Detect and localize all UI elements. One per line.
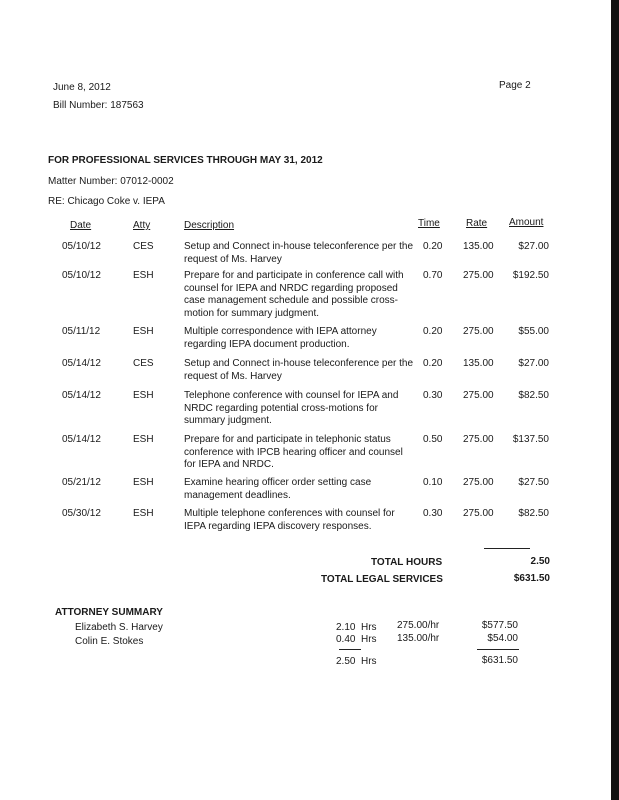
entry-atty: ESH: [133, 434, 154, 445]
entry-amount: $82.50: [518, 390, 549, 401]
entry-amount: $192.50: [512, 270, 549, 281]
entry-date: 05/30/12: [62, 508, 101, 519]
col-header-amount: Amount: [509, 217, 544, 228]
entry-atty: ESH: [133, 270, 154, 281]
summary-amount: $577.50: [481, 620, 518, 631]
entry-atty: CES: [133, 241, 154, 252]
col-header-time: Time: [418, 218, 440, 229]
entry-rate: 275.00: [463, 390, 494, 401]
summary-hours-rule: [339, 649, 361, 650]
attorney-summary-title: ATTORNEY SUMMARY: [55, 607, 163, 618]
entry-rate: 275.00: [463, 434, 494, 445]
entry-time: 0.50: [423, 434, 443, 445]
summary-total-hours: 2.50: [336, 656, 356, 667]
entry-date: 05/10/12: [62, 241, 101, 252]
total-hours-value: 2.50: [530, 556, 550, 567]
entry-date: 05/14/12: [62, 358, 101, 369]
re-line: RE: Chicago Coke v. IEPA: [48, 196, 165, 207]
matter-number: Matter Number: 07012-0002: [48, 176, 174, 187]
entry-time: 0.10: [423, 477, 443, 488]
col-header-rate: Rate: [466, 218, 488, 229]
col-header-atty: Atty: [133, 220, 151, 231]
entry-atty: ESH: [133, 390, 154, 401]
summary-rate: 135.00/hr: [397, 633, 440, 644]
entry-amount: $82.50: [518, 508, 549, 519]
entry-time: 0.20: [423, 326, 443, 337]
entry-time: 0.30: [423, 390, 443, 401]
entry-rate: 135.00: [463, 358, 494, 369]
entry-date: 05/21/12: [62, 477, 101, 488]
summary-hours-unit: Hrs: [361, 622, 377, 633]
summary-attorney-name: Colin E. Stokes: [75, 636, 144, 647]
entry-amount: $137.50: [512, 434, 549, 445]
entry-description: Telephone conference with counsel for IEPA and NRDC regarding potential cross-motions for summary judgment.: [184, 390, 399, 426]
summary-hours-unit: Hrs: [361, 634, 377, 645]
bill-number: Bill Number: 187563: [53, 100, 144, 111]
totals-rule: [484, 548, 530, 549]
entry-date: 05/14/12: [62, 434, 101, 445]
entry-rate: 275.00: [463, 508, 494, 519]
summary-hours: 0.40: [336, 634, 356, 645]
entry-rate: 275.00: [463, 270, 494, 281]
total-hours-label: TOTAL HOURS: [371, 557, 443, 568]
summary-total-amount: $631.50: [481, 655, 518, 666]
entry-description: Examine hearing officer order setting case management deadlines.: [184, 477, 372, 501]
entry-amount: $27.50: [518, 477, 549, 488]
summary-amount-rule: [477, 649, 519, 650]
entry-description: Multiple telephone conferences with counsel for IEPA regarding IEPA discovery responses.: [184, 508, 395, 532]
entry-rate: 135.00: [463, 241, 494, 252]
entry-atty: ESH: [133, 326, 154, 337]
entry-date: 05/14/12: [62, 390, 101, 401]
entry-rate: 275.00: [463, 326, 494, 337]
total-legal-services-value: $631.50: [513, 573, 550, 584]
entry-amount: $55.00: [518, 326, 549, 337]
scan-edge-border: [611, 0, 619, 800]
entry-date: 05/10/12: [62, 270, 101, 281]
entry-time: 0.30: [423, 508, 443, 519]
page-number: Page 2: [499, 80, 531, 91]
entry-date: 05/11/12: [62, 326, 101, 337]
entry-atty: CES: [133, 358, 154, 369]
summary-rate: 275.00/hr: [397, 620, 440, 631]
summary-hours: 2.10: [336, 622, 356, 633]
col-header-description: Description: [184, 220, 235, 231]
col-header-date: Date: [70, 220, 92, 231]
entry-rate: 275.00: [463, 477, 494, 488]
entry-description: Setup and Connect in-house teleconference per the request of Ms. Harvey: [184, 241, 414, 265]
entry-description: Prepare for and participate in conference call with counsel for IEPA and NRDC regarding proposed case management schedule and possible cross-motion for summary judgment.: [184, 270, 404, 319]
section-title: FOR PROFESSIONAL SERVICES THROUGH MAY 31, 2012: [48, 155, 323, 166]
entry-description: Setup and Connect in-house teleconference per the request of Ms. Harvey: [184, 358, 414, 382]
entry-time: 0.70: [423, 270, 443, 281]
entry-time: 0.20: [423, 358, 443, 369]
total-legal-services-label: TOTAL LEGAL SERVICES: [321, 574, 443, 585]
entry-description: Prepare for and participate in telephonic status conference with IPCB hearing officer and counsel for IEPA and NRDC.: [184, 434, 403, 470]
entry-amount: $27.00: [518, 358, 549, 369]
summary-total-unit: Hrs: [361, 656, 377, 667]
entry-amount: $27.00: [518, 241, 549, 252]
invoice-date: June 8, 2012: [53, 82, 111, 93]
summary-amount: $54.00: [487, 633, 518, 644]
entry-description: Multiple correspondence with IEPA attorney regarding IEPA document production.: [184, 326, 377, 350]
summary-attorney-name: Elizabeth S. Harvey: [75, 622, 163, 633]
entry-atty: ESH: [133, 477, 154, 488]
entry-time: 0.20: [423, 241, 443, 252]
entry-atty: ESH: [133, 508, 154, 519]
